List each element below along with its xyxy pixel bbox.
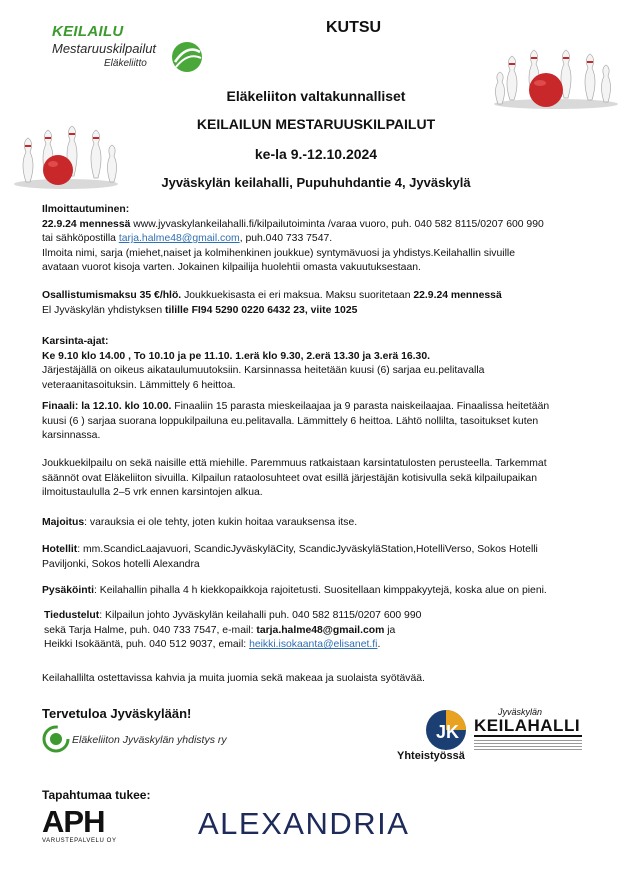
svg-text:JK: JK [436,722,460,742]
registration-line-4: avataan vuorot kisoja varten. Jokainen kilpailija huolehtii omasta vakuutuksestaan. [42,262,421,274]
contact-line-1 [44,609,624,624]
registration-heading: Ilmoittautuminen: [42,204,130,215]
parking-label: Pysäköinti [42,585,94,596]
finals-line-1-text: Finaaliin 15 parasta mieskeilaajaa ja 9 parasta naiskeilaajaa. Finaalissa heitetään [171,401,550,412]
qualifying-heading: Karsinta-ajat: [42,336,109,347]
team-line-2: säännöt ovat Eläkeliiton sivuilla. Kilpailun rataolosuhteet ovat esillä järjestäjän kotisivulla sekä kilpailupaikan [42,472,537,484]
logo-elakeliitto: Eläkeliitto [104,58,147,69]
fee-deadline: 22.9.24 mennessä [413,290,502,301]
sponsors-heading: Tapahtumaa tukee: [42,788,151,802]
hotels-line-1-text: : mm.ScandicLaajavuori, ScandicJyväskyläCity, ScandicJyväskyläStation,HotelliVerso, Sokos Hotelli [77,544,538,555]
welcome-text: Tervetuloa Jyväskylään! [42,706,192,721]
finals-label: Finaali: la 12.10. klo 10.00. [42,401,172,412]
fee-label: Osallistumismaksu 35 €/hlö. [42,290,182,301]
contact-line-2-post: ja [384,624,396,636]
registration-line-2-pre: tai sähköpostilla [42,233,119,245]
fee-text: Joukkuekisasta ei eri maksua. Maksu suoritetaan [181,290,414,301]
finals-section [42,400,622,444]
aph-subtitle: VARUSTEPALVELU OY [42,838,117,844]
contact-line-2 [44,624,624,639]
registration-line-2 [42,232,622,247]
association-name: Eläkeliiton Jyväskylän yhdistys ry [72,734,227,746]
contact-line-2-pre: sekä Tarja Halme, puh. 040 733 7547, e-mail: [44,624,257,636]
logo-mestaruus: Mestaruuskilpailut [52,41,157,56]
logo-keilailu: KEILAILU [52,23,124,40]
title-championships: KEILAILUN MESTARUUSKILPAILUT [196,116,436,132]
qualifying-schedule: Ke 9.10 klo 14.00 , To 10.10 ja pe 11.10. 1.erä klo 9.30, 2.erä 13.30 ja 3.erä 16.30. [42,350,430,362]
keilahalli-fineprint [474,740,582,750]
contact-line-3-pre: Heikki Isokääntä, puh. 040 512 9037, email: [44,639,250,651]
finals-line-3: karsinnassa. [42,430,101,442]
parking-text: : Keilahallin pihalla 4 h kiekkopaikkoja rajoitetusti. Suositellaan kimppakyytejä, koska alue on pieni. [93,585,547,596]
qualifying-section [42,335,622,393]
fee-account: tilille FI94 5290 0220 6432 23, viite 1025 [165,304,358,316]
lodging-label: Majoitus [42,517,85,528]
contact-section [44,609,624,653]
hotels-label: Hotellit [42,544,78,555]
team-section [42,457,622,501]
association-logo-icon [42,725,70,753]
lodging-line [42,516,622,531]
qualifying-line-2: veteraanitasoituksin. Lämmittely 6 heittoa. [42,379,236,391]
event-dates: ke-la 9.-12.10.2024 [254,146,378,162]
qualifying-line-1: Järjestäjällä on oikeus aikataulumuutoksiin. Karsinnassa heitetään kuusi (6) sarjaa eu.pelitavalla [42,365,485,377]
registration-line-3: Ilmoita nimi, sarja (miehet,naiset ja kolmihenkinen joukkue) syntymävuosi ja yhdistys.Keilahallin sivuille [42,247,515,259]
team-line-3: ilmoitustaululla 2–5 vrk ennen karsintojen alkua. [42,487,263,499]
finals-line-1 [42,400,622,415]
jk-logo-icon [424,708,468,752]
lodging-text: : varauksia ei ole tehty, joten kukin hoitaa varauksensa itse. [84,517,358,528]
event-venue: Jyväskylän keilahalli, Pupuhuhdantie 4, Jyväskylä [161,175,471,190]
hotels-line-2: Paviljonki, Sokos hotelli Alexandra [42,558,200,570]
contact-line-3-post: . [377,639,381,651]
hotels-line-1 [42,543,622,558]
registration-line-1 [42,218,622,233]
registration-line-2-post: , puh.040 733 7547. [239,233,333,245]
registration-section [42,203,622,276]
keilahalli-divider [474,735,582,737]
contact-email-heikki-link[interactable]: heikki.isokaanta@elisanet.fi [249,639,378,651]
registration-deadline: 22.9.24 mennessä [42,218,131,230]
aph-logo: APH [42,804,105,839]
contact-line-1-text: : Kilpailun johto Jyväskylän keilahalli puh. 040 582 8115/0207 600 990 [99,610,422,621]
fee-line-2 [42,304,622,319]
cooperation-text: Yhteistyössä [397,750,465,762]
subtitle-elakeliitto: Eläkeliiton valtakunnalliset [226,88,406,104]
registration-email-link[interactable]: tarja.halme48@gmail.com [118,233,240,245]
eco-logo-icon [170,40,204,74]
contact-email-tarja[interactable]: tarja.halme48@gmail.com [256,624,385,636]
fee-line-2-pre: El Jyväskylän yhdistyksen [42,304,166,316]
keilahalli-logo-text: KEILAHALLI [474,716,581,735]
kutsu-title: KUTSU [326,19,382,36]
finals-line-2: kuusi (6 ) sarjaa suorana loppukilpailuna eu.pelitavalla. Lämmittely 6 heittoa. Lähtö nollilta, tasoitukset kuten [42,415,539,427]
fee-section [42,289,622,318]
refreshments-line: Keilahallilta ostettavissa kahvia ja muita juomia sekä makeaa ja suolaista syötävää. [42,673,425,684]
alexandria-logo: ALEXANDRIA [198,806,410,841]
team-line-1: Joukkuekilpailu on sekä naisille että miehille. Paremmuus ratkaistaan karsintatulosten perusteella. Tarkemmat [42,458,547,469]
fee-line-1 [42,289,622,304]
keilahalli-small-text: Jyväskylän [498,707,543,717]
parking-line [42,584,622,599]
contact-label: Tiedustelut [44,610,100,621]
contact-line-3 [44,638,624,653]
registration-line-1-text: www.jyvaskylankeilahalli.fi/kilpailutoiminta /varaa vuoro, puh. 040 582 8115/0207 600 990 [130,218,544,230]
hotels-section [42,543,622,572]
